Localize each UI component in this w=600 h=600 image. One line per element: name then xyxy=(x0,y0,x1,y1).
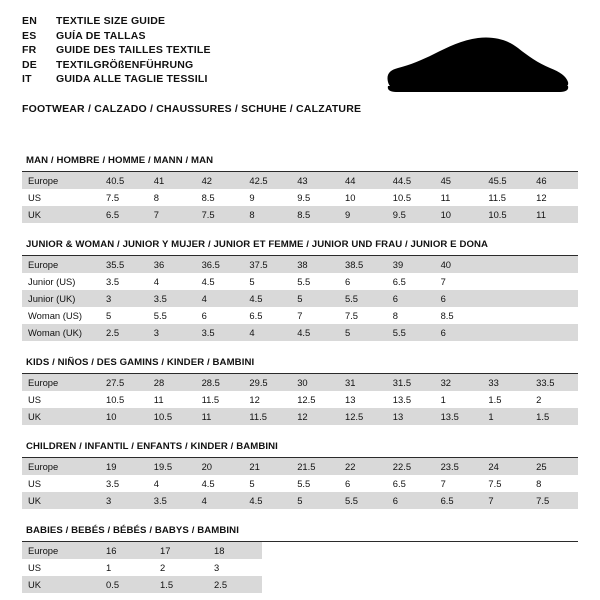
cell: 6.5 xyxy=(100,206,148,223)
cell: 11.5 xyxy=(488,191,506,203)
cell: 32 xyxy=(435,374,483,391)
cell: 2.5 xyxy=(100,324,148,341)
cell: 18 xyxy=(208,542,262,559)
cell: 8 xyxy=(243,206,291,223)
cell: 12.5 xyxy=(297,393,316,405)
cell: 13.5 xyxy=(392,393,412,405)
cell: 6.5 xyxy=(392,477,406,489)
cell: 22 xyxy=(339,458,387,475)
cell: 33.5 xyxy=(530,374,578,391)
cell: 8 xyxy=(536,477,542,489)
cell: 1.5 xyxy=(488,393,502,405)
cell: 41 xyxy=(148,172,196,189)
table-row xyxy=(22,391,578,408)
cell: 4 xyxy=(153,275,160,287)
section-title: JUNIOR & WOMAN / JUNIOR Y MUJER / JUNIOR ET FEMME / JUNIOR UND FRAU / JUNIOR E DONA xyxy=(22,239,578,256)
table-row xyxy=(22,273,578,290)
cell: 5.5 xyxy=(339,290,387,307)
cell: 4 xyxy=(196,492,244,509)
cell: 7.5 xyxy=(488,477,502,489)
language-title-list xyxy=(22,16,211,89)
cell: 9 xyxy=(339,206,387,223)
cell: 5 xyxy=(291,290,339,307)
language-row xyxy=(22,45,211,60)
cell xyxy=(482,307,530,324)
language-code: IT xyxy=(22,73,32,85)
cell: 6.5 xyxy=(392,275,406,287)
cell: 1.5 xyxy=(530,408,578,425)
cell: 6 xyxy=(344,275,351,287)
cell: 11.5 xyxy=(201,393,220,405)
cell: 25 xyxy=(530,458,578,475)
cell: 39 xyxy=(387,256,435,273)
cell: 7 xyxy=(482,492,530,509)
table-row xyxy=(22,172,578,189)
cell: 1 xyxy=(106,561,112,573)
cell: 5 xyxy=(249,275,255,287)
cell: 5 xyxy=(106,309,112,321)
row-label: UK xyxy=(22,576,100,593)
cell: 12 xyxy=(249,393,260,405)
cell: 13.5 xyxy=(435,408,483,425)
cell: 8 xyxy=(153,191,160,203)
language-title: GUIDA ALLE TAGLIE TESSILI xyxy=(56,73,208,85)
cell: 19 xyxy=(100,458,148,475)
size-table-man xyxy=(22,172,578,223)
cell: 1 xyxy=(482,408,530,425)
cell: 12.5 xyxy=(339,408,387,425)
cell xyxy=(530,256,578,273)
cell: 21.5 xyxy=(291,458,339,475)
cell: 12 xyxy=(291,408,339,425)
cell: 35.5 xyxy=(100,256,148,273)
language-code: EN xyxy=(22,15,37,27)
row-label: Europe xyxy=(22,374,100,391)
cell: 27.5 xyxy=(100,374,148,391)
cell: 38 xyxy=(291,256,339,273)
row-label: Europe xyxy=(22,256,100,273)
cell: 4.5 xyxy=(243,492,291,509)
cell: 5 xyxy=(249,477,255,489)
cell: 3 xyxy=(100,290,148,307)
cell: 11.5 xyxy=(243,408,291,425)
cell: 10 xyxy=(100,408,148,425)
cell: 9.5 xyxy=(297,191,311,203)
category-heading: FOOTWEAR / CALZADO / CHAUSSURES / SCHUHE / CALZATURE xyxy=(22,102,362,115)
row-label: Europe xyxy=(22,172,100,189)
cell: 44.5 xyxy=(387,172,435,189)
size-table-children xyxy=(22,458,578,509)
cell: 4 xyxy=(196,290,244,307)
cell xyxy=(530,324,578,341)
cell: 1.5 xyxy=(154,576,208,593)
cell: 43 xyxy=(291,172,339,189)
cell: 28.5 xyxy=(196,374,244,391)
cell: 9 xyxy=(249,191,255,203)
cell: 10.5 xyxy=(482,206,530,223)
size-table-kids xyxy=(22,374,578,425)
section-title: BABIES / BEBÉS / BÉBÉS / BABYS / BAMBINI xyxy=(22,525,578,542)
row-label: Europe xyxy=(22,458,100,475)
cell: 7 xyxy=(148,206,196,223)
cell: 24 xyxy=(482,458,530,475)
cell: 31 xyxy=(339,374,387,391)
table-row xyxy=(22,290,578,307)
section-title: KIDS / NIÑOS / DES GAMINS / KINDER / BAMBINI xyxy=(22,357,578,374)
cell: 3 xyxy=(148,324,196,341)
row-label: US xyxy=(28,191,42,203)
cell: 8 xyxy=(392,309,398,321)
cell: 8.5 xyxy=(440,309,454,321)
cell xyxy=(482,256,530,273)
cell: 21 xyxy=(243,458,291,475)
size-table-babies xyxy=(22,542,262,593)
section-children xyxy=(22,441,578,509)
cell: 6 xyxy=(344,477,351,489)
cell: 5.5 xyxy=(297,275,311,287)
cell: 7 xyxy=(297,309,303,321)
cell: 44 xyxy=(339,172,387,189)
table-row xyxy=(22,374,578,391)
section-babies xyxy=(22,525,578,593)
cell xyxy=(530,273,578,290)
language-title: GUÍA DE TALLAS xyxy=(56,29,146,42)
table-row xyxy=(22,492,578,509)
row-label: UK xyxy=(22,408,100,425)
cell: 6 xyxy=(435,290,483,307)
cell: 11 xyxy=(196,408,244,425)
cell: 4 xyxy=(243,324,291,341)
cell: 4.5 xyxy=(201,275,215,287)
row-label: US xyxy=(28,393,42,405)
cell: 3 xyxy=(100,492,148,509)
language-row xyxy=(22,16,211,31)
language-code: ES xyxy=(22,29,37,42)
cell: 4.5 xyxy=(243,290,291,307)
language-row xyxy=(22,74,211,89)
row-label: Junior (UK) xyxy=(22,290,100,307)
cell: 22.5 xyxy=(387,458,435,475)
cell: 1 xyxy=(440,393,446,405)
row-label: US xyxy=(28,477,42,489)
cell: 30 xyxy=(291,374,339,391)
row-label: Europe xyxy=(22,542,100,559)
table-row xyxy=(22,576,262,593)
cell xyxy=(530,307,578,324)
cell: 7.5 xyxy=(530,492,578,509)
cell: 4 xyxy=(153,477,160,489)
cell: 3.5 xyxy=(148,492,196,509)
cell: 5.5 xyxy=(387,324,435,341)
cell: 7 xyxy=(440,477,446,489)
cell: 3 xyxy=(214,561,220,573)
cell: 20 xyxy=(196,458,244,475)
section-man xyxy=(22,155,578,223)
cell: 3.5 xyxy=(196,324,244,341)
cell xyxy=(482,273,530,290)
cell: 9.5 xyxy=(387,206,435,223)
cell: 4.5 xyxy=(291,324,339,341)
cell: 6.5 xyxy=(249,309,263,321)
cell: 36.5 xyxy=(196,256,244,273)
cell xyxy=(482,290,530,307)
cell: 46 xyxy=(530,172,578,189)
cell: 13 xyxy=(387,408,435,425)
cell: 7 xyxy=(440,275,446,287)
cell: 10.5 xyxy=(392,191,412,203)
cell: 40.5 xyxy=(100,172,148,189)
cell: 29.5 xyxy=(243,374,291,391)
cell: 6 xyxy=(387,290,435,307)
cell xyxy=(482,324,530,341)
cell: 10 xyxy=(435,206,483,223)
document-header xyxy=(22,16,578,89)
cell: 38.5 xyxy=(339,256,387,273)
language-title: TEXTILE SIZE GUIDE xyxy=(56,15,166,27)
cell: 5 xyxy=(291,492,339,509)
cell: 28 xyxy=(148,374,196,391)
language-row xyxy=(22,60,211,75)
cell: 2 xyxy=(536,393,542,405)
size-table-junior-woman xyxy=(22,256,578,341)
table-row xyxy=(22,189,578,206)
cell: 0.5 xyxy=(100,576,154,593)
table-row xyxy=(22,206,578,223)
row-label: Junior (US) xyxy=(28,275,76,287)
cell: 3.5 xyxy=(106,275,120,287)
cell: 7.5 xyxy=(196,206,244,223)
table-row xyxy=(22,256,578,273)
cell: 7.5 xyxy=(344,309,359,321)
row-label: Woman (UK) xyxy=(22,324,100,341)
table-row xyxy=(22,324,578,341)
cell: 40 xyxy=(435,256,483,273)
cell: 4.5 xyxy=(201,477,215,489)
cell: 6 xyxy=(387,492,435,509)
cell: 31.5 xyxy=(387,374,435,391)
cell: 8.5 xyxy=(201,191,215,203)
language-row xyxy=(22,31,211,46)
cell: 2.5 xyxy=(208,576,262,593)
cell: 19.5 xyxy=(148,458,196,475)
cell: 10.5 xyxy=(106,393,125,405)
cell: 36 xyxy=(148,256,196,273)
cell: 5.5 xyxy=(297,477,311,489)
table-row xyxy=(22,408,578,425)
cell: 3.5 xyxy=(106,477,120,489)
cell: 37.5 xyxy=(243,256,291,273)
language-code: FR xyxy=(22,44,37,56)
row-label: UK xyxy=(22,206,100,223)
cell: 12 xyxy=(536,191,547,203)
cell: 13 xyxy=(344,393,356,405)
row-label: Woman (US) xyxy=(28,309,83,321)
row-label: UK xyxy=(22,492,100,509)
dress-shoe-icon xyxy=(382,30,572,102)
cell: 45 xyxy=(435,172,483,189)
cell: 3.5 xyxy=(148,290,196,307)
cell: 17 xyxy=(154,542,208,559)
cell: 6 xyxy=(201,309,207,321)
section-junior-woman xyxy=(22,239,578,341)
section-title: MAN / HOMBRE / HOMME / MANN / MAN xyxy=(22,155,578,172)
table-row xyxy=(22,458,578,475)
language-code: DE xyxy=(22,58,37,71)
cell: 11 xyxy=(440,191,451,203)
cell: 8.5 xyxy=(291,206,339,223)
cell: 6.5 xyxy=(435,492,483,509)
table-row xyxy=(22,307,578,324)
cell: 11 xyxy=(530,206,578,223)
cell: 2 xyxy=(160,561,166,573)
cell xyxy=(530,290,578,307)
cell: 16 xyxy=(100,542,154,559)
cell: 6 xyxy=(435,324,483,341)
section-title: CHILDREN / INFANTIL / ENFANTS / KINDER / BAMBINI xyxy=(22,441,578,458)
cell: 33 xyxy=(482,374,530,391)
row-label: US xyxy=(28,561,42,573)
cell: 11 xyxy=(153,393,164,405)
cell: 42 xyxy=(196,172,244,189)
cell: 10 xyxy=(344,191,356,203)
cell: 5 xyxy=(339,324,387,341)
table-row xyxy=(22,542,262,559)
language-title: TEXTILGRÖßENFÜHRUNG xyxy=(56,58,194,71)
cell: 5.5 xyxy=(339,492,387,509)
language-title: GUIDE DES TAILLES TEXTILE xyxy=(56,44,211,56)
cell: 5.5 xyxy=(153,309,167,321)
section-kids xyxy=(22,357,578,425)
table-row xyxy=(22,475,578,492)
cell: 23.5 xyxy=(435,458,483,475)
cell: 10.5 xyxy=(148,408,196,425)
cell: 45.5 xyxy=(482,172,530,189)
table-row xyxy=(22,559,262,576)
cell: 7.5 xyxy=(106,191,120,203)
cell: 42.5 xyxy=(243,172,291,189)
